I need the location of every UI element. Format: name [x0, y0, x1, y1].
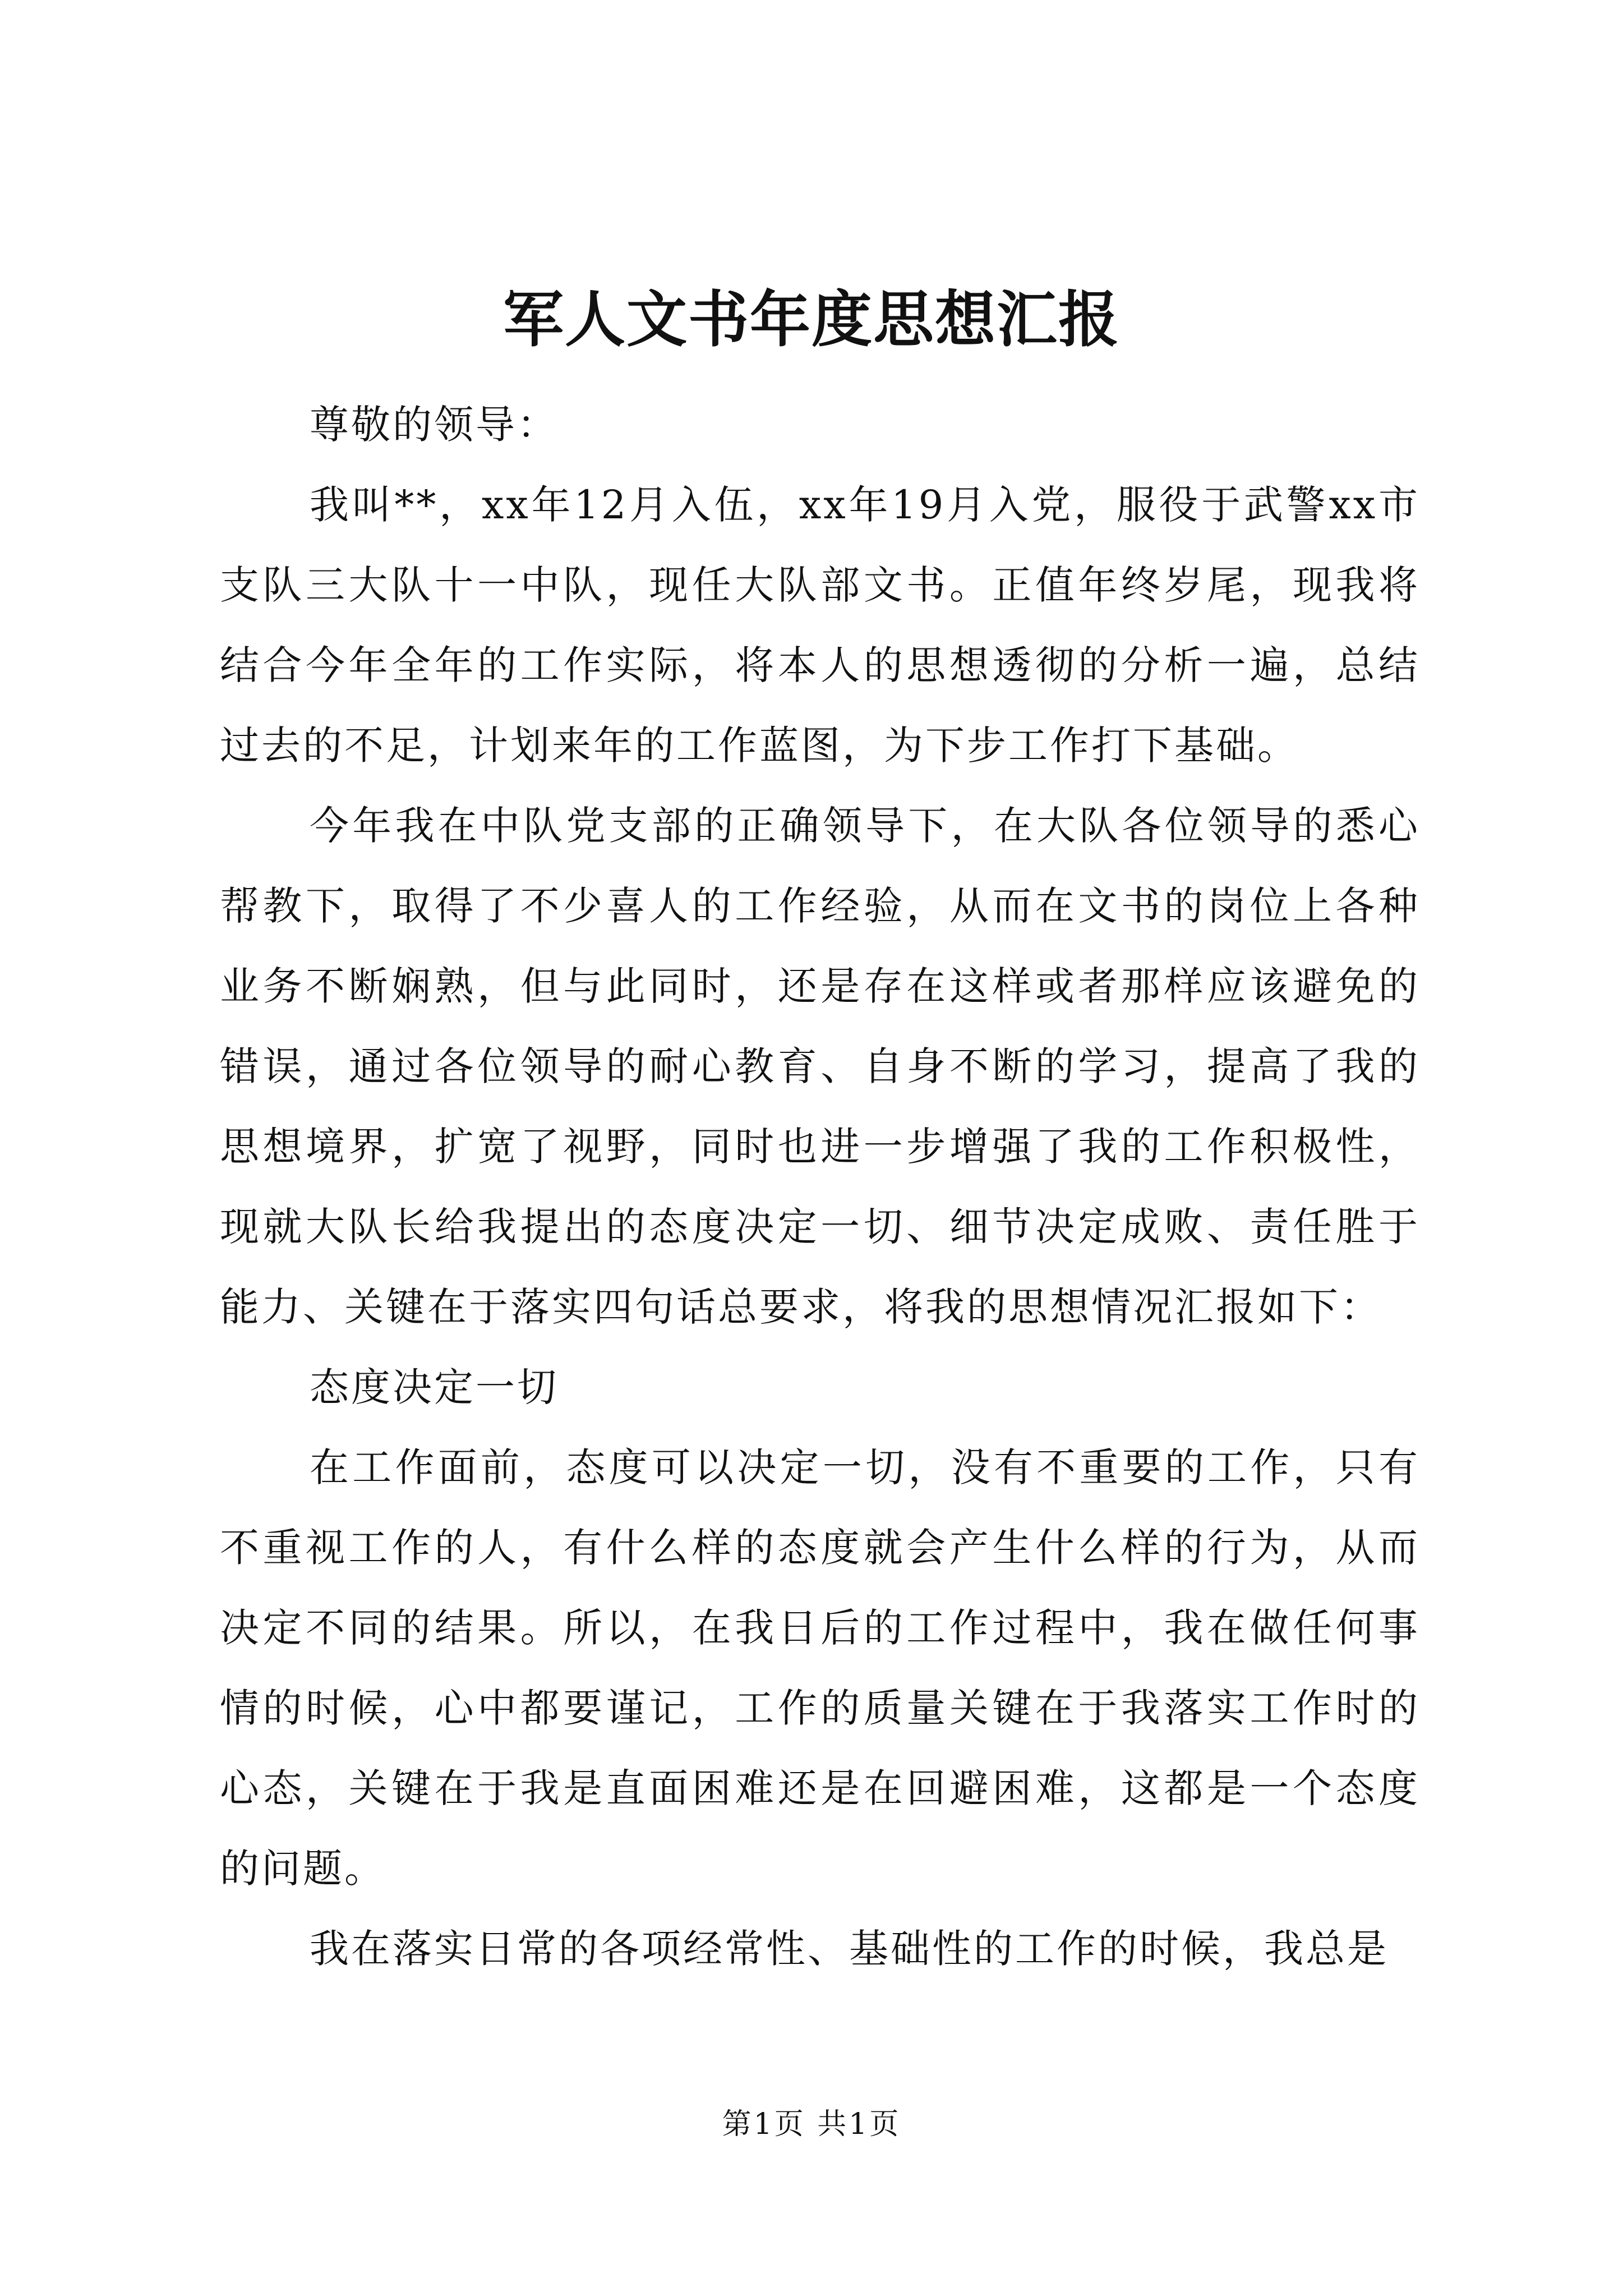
summary-paragraph: 今年我在中队党支部的正确领导下，在大队各位领导的悉心帮教下，取得了不少喜人的工作经验，从而在文书的岗位上各种业务不断娴熟，但与此同时，还是存在这样或者那样应该避免的错误，通过各位领导的耐心教育、自身不断的学习，提高了我的思想境界，扩宽了视野，同时也进一步增强了我的工作积极性，现就大队长给我提出的态度决定一切、细节决定成败、责任胜于能力、关键在于落实四句话总要求，将我的思想情况汇报如下：: [220, 803, 1420, 1330]
intro-paragraph: 我叫**，xx年12月入伍，xx年19月入党，服役于武警xx市支队三大队十一中队，现任大队部文书。正值年终岁尾，现我将结合今年全年的工作实际，将本人的思想透彻的分析一遍，总结过去的不足，计划来年的工作蓝图，为下步工作打下基础。: [220, 482, 1420, 769]
section-heading: 态度决定一切: [310, 1364, 559, 1410]
section-paragraph: 我在落实日常的各项经常性、基础性的工作的时候，我总是: [310, 1926, 1389, 1972]
section-paragraph: 在工作面前，态度可以决定一切，没有不重要的工作，只有不重视工作的人，有什么样的态度就会产生什么样的行为，从而决定不同的结果。所以，在我日后的工作过程中，我在做任何事情的时候，心中都要谨记，工作的质量关键在于我落实工作时的心态，关键在于我是直面困难还是在回避困难，这都是一个态度的问题。: [220, 1444, 1420, 1892]
page-footer: 第1页 共1页: [722, 2108, 901, 2141]
document-title: 军人文书年度思想汇报: [502, 284, 1120, 355]
greeting-paragraph: 尊敬的领导：: [310, 402, 559, 448]
document-body: [220, 385, 1420, 1989]
